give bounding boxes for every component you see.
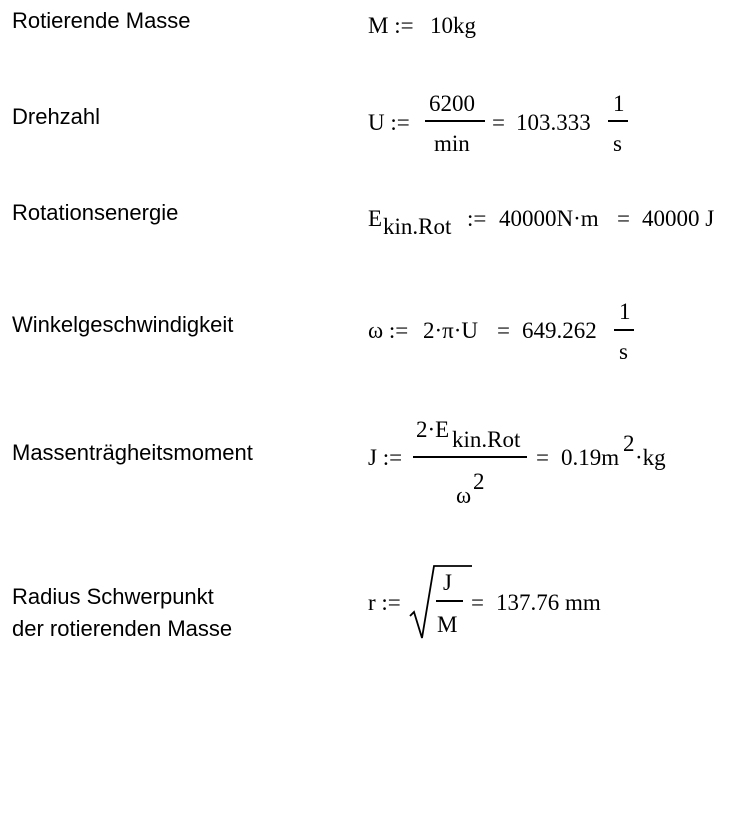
inertia-denominator-exponent: 2: [473, 469, 485, 494]
label-rotierende-masse: Rotierende Masse: [12, 8, 191, 33]
radius-equals: =: [471, 590, 484, 615]
energy-subscript: kin.Rot: [383, 214, 452, 239]
speed-numerator: 6200: [429, 91, 475, 116]
energy-symbol: E: [368, 206, 383, 231]
formula-mass: [368, 0, 728, 60]
omega-rhs: 2·π·U: [423, 318, 479, 343]
radius-fraction-bar: [436, 600, 463, 602]
inertia-fraction-bar: [413, 456, 527, 458]
speed-result: 103.333: [516, 110, 591, 135]
speed-fraction-bar: [425, 120, 485, 122]
omega-result: 649.262: [522, 318, 597, 343]
mass-lhs: M :=: [368, 13, 414, 38]
label-winkelgeschwindigkeit: Winkelgeschwindigkeit: [12, 312, 234, 337]
label-rotationsenergie: Rotationsenergie: [12, 200, 179, 225]
label-drehzahl: Drehzahl: [12, 104, 101, 129]
omega-equals: =: [497, 318, 510, 343]
inertia-lhs: J :=: [368, 445, 403, 470]
inertia-result: 0.19m: [561, 445, 620, 470]
formula-energy: [368, 195, 733, 245]
inertia-denominator: ω: [456, 483, 472, 508]
radius-lhs: r :=: [368, 590, 401, 615]
label-massentraegheitsmoment: Massenträgheitsmoment: [12, 440, 253, 465]
energy-equals: =: [617, 206, 630, 231]
omega-lhs: ω :=: [368, 318, 409, 343]
omega-unit-numerator: 1: [619, 299, 631, 324]
radius-numerator: J: [443, 570, 452, 595]
omega-unit-denominator: s: [619, 339, 628, 364]
speed-lhs: U :=: [368, 110, 410, 135]
radius-result: 137.76 mm: [496, 590, 601, 615]
energy-value: 40000N·m: [499, 206, 599, 231]
inertia-result-unit: ·kg: [635, 445, 666, 470]
energy-result: 40000 J: [642, 206, 715, 231]
speed-unit-denominator: s: [613, 131, 622, 156]
energy-assign: :=: [467, 206, 487, 231]
formula-radius: [368, 560, 728, 645]
inertia-numerator-prefix: 2·E: [416, 417, 450, 442]
speed-denominator: min: [434, 131, 470, 156]
inertia-numerator-subscript: kin.Rot: [452, 427, 521, 452]
formula-inertia: [368, 410, 728, 510]
mass-value: 10kg: [430, 13, 476, 38]
radius-denominator: M: [437, 612, 458, 637]
formula-angular-velocity: [368, 294, 728, 366]
formula-speed: [368, 88, 728, 160]
omega-unit-bar: [614, 329, 634, 331]
label-radius-line2: der rotierenden Masse: [12, 616, 233, 641]
inertia-result-exponent: 2: [623, 431, 635, 456]
speed-unit-numerator: 1: [613, 91, 625, 116]
speed-equals: =: [492, 110, 505, 135]
label-radius-line1: Radius Schwerpunkt: [12, 584, 214, 609]
inertia-equals: =: [536, 445, 549, 470]
speed-unit-bar: [608, 120, 628, 122]
